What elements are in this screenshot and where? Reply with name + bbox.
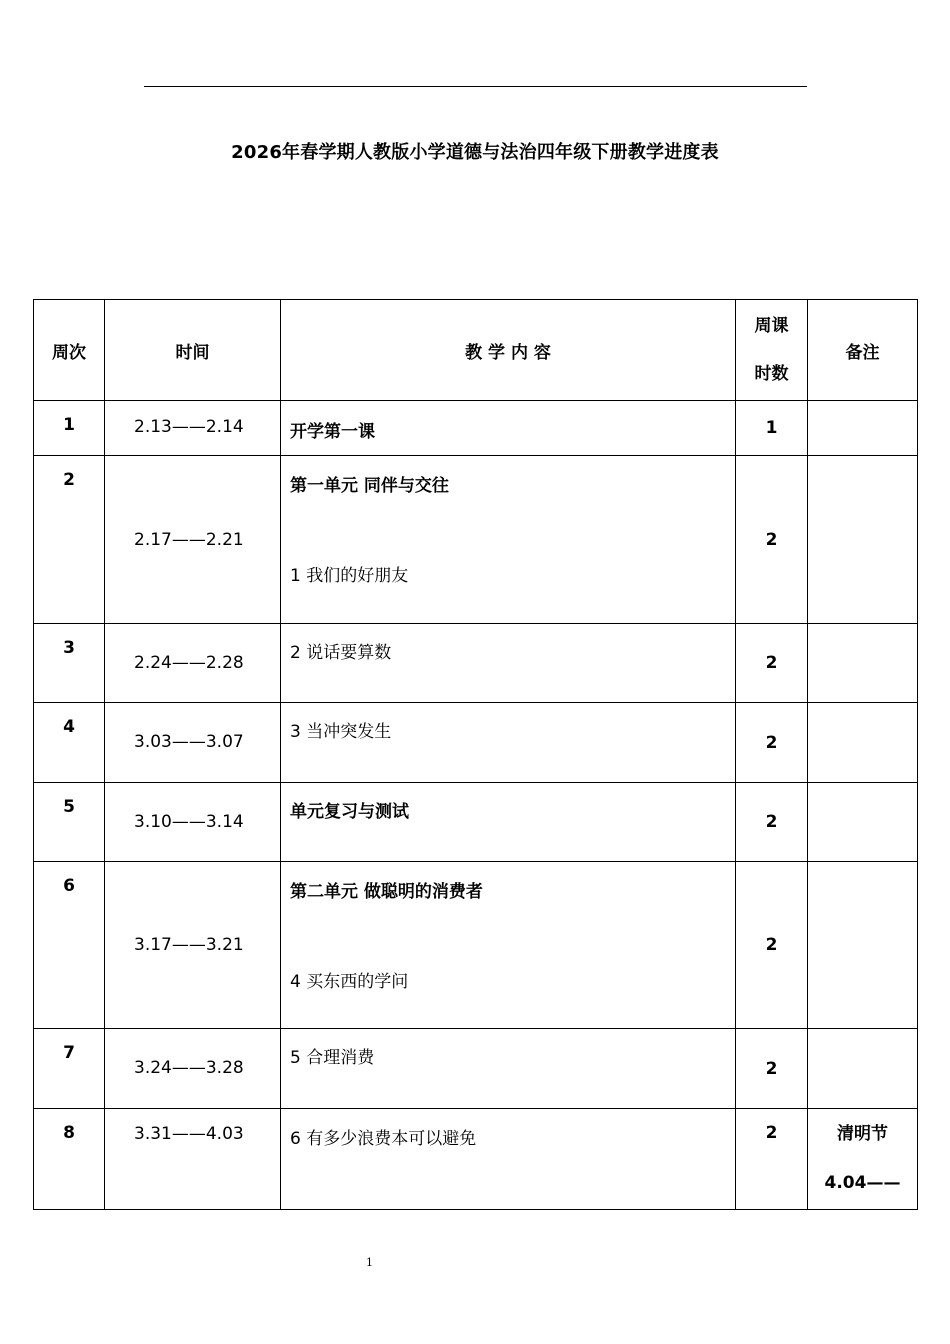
time-cell: 3.31——4.03	[105, 1109, 281, 1210]
week-cell: 6	[34, 862, 105, 1029]
notes-cell	[808, 1029, 918, 1109]
content-lesson: 2 说话要算数	[281, 624, 736, 703]
header-hours-line2: 时数	[754, 364, 789, 384]
content-cell	[281, 456, 736, 624]
week-cell: 5	[34, 783, 105, 862]
content-lesson: 6 有多少浪费本可以避免	[281, 1109, 736, 1210]
hours-cell: 2	[736, 783, 808, 862]
note-line: 4.04——	[824, 1173, 901, 1193]
week-cell: 2	[34, 456, 105, 624]
content-unit: 单元复习与测试	[281, 783, 736, 862]
time-cell: 2.24——2.28	[105, 624, 281, 703]
hours-cell: 2	[736, 1029, 808, 1109]
document-title: 2026年春学期人教版小学道德与法治四年级下册教学进度表	[231, 142, 719, 163]
week-cell: 8	[34, 1109, 105, 1210]
content-lesson: 5 合理消费	[281, 1029, 736, 1109]
week-cell: 7	[34, 1029, 105, 1109]
content-cell	[281, 862, 736, 1029]
content-lesson: 4 买东西的学问	[290, 972, 409, 992]
hours-cell: 1	[736, 401, 808, 456]
header-time: 时间	[105, 300, 281, 401]
header-hours-line1: 周课	[754, 316, 789, 336]
time-cell: 3.17——3.21	[105, 862, 281, 1029]
content-unit: 第一单元 同伴与交往	[290, 476, 449, 496]
table-row	[34, 456, 918, 624]
content-unit: 第二单元 做聪明的消费者	[290, 882, 483, 902]
table-row	[34, 862, 918, 1029]
notes-cell	[808, 862, 918, 1029]
notes-cell	[808, 783, 918, 862]
time-cell: 3.10——3.14	[105, 783, 281, 862]
header-hours	[736, 300, 808, 401]
header-content: 教 学 内 容	[281, 300, 736, 401]
week-cell: 1	[34, 401, 105, 456]
table-row	[34, 703, 918, 783]
page-number: 1	[366, 1256, 373, 1269]
content-unit: 开学第一课	[281, 401, 736, 456]
content-lesson: 1 我们的好朋友	[290, 566, 409, 586]
week-cell: 4	[34, 703, 105, 783]
hours-cell: 2	[736, 456, 808, 624]
header-rule	[144, 86, 807, 87]
time-cell: 2.17——2.21	[105, 456, 281, 624]
notes-cell	[808, 1109, 918, 1210]
note-line: 清明节	[837, 1124, 888, 1144]
table-row	[34, 1029, 918, 1109]
hours-cell: 2	[736, 1109, 808, 1210]
header-notes: 备注	[808, 300, 918, 401]
notes-cell	[808, 703, 918, 783]
hours-cell: 2	[736, 703, 808, 783]
schedule-table	[33, 299, 918, 1210]
table-row	[34, 1109, 918, 1210]
content-lesson: 3 当冲突发生	[281, 703, 736, 783]
header-row	[34, 300, 918, 401]
week-cell: 3	[34, 624, 105, 703]
table-row	[34, 783, 918, 862]
time-cell: 3.03——3.07	[105, 703, 281, 783]
notes-cell	[808, 456, 918, 624]
table-row	[34, 401, 918, 456]
hours-cell: 2	[736, 862, 808, 1029]
notes-cell	[808, 401, 918, 456]
table-row	[34, 624, 918, 703]
time-cell: 2.13——2.14	[105, 401, 281, 456]
notes-cell	[808, 624, 918, 703]
header-week: 周次	[34, 300, 105, 401]
time-cell: 3.24——3.28	[105, 1029, 281, 1109]
hours-cell: 2	[736, 624, 808, 703]
